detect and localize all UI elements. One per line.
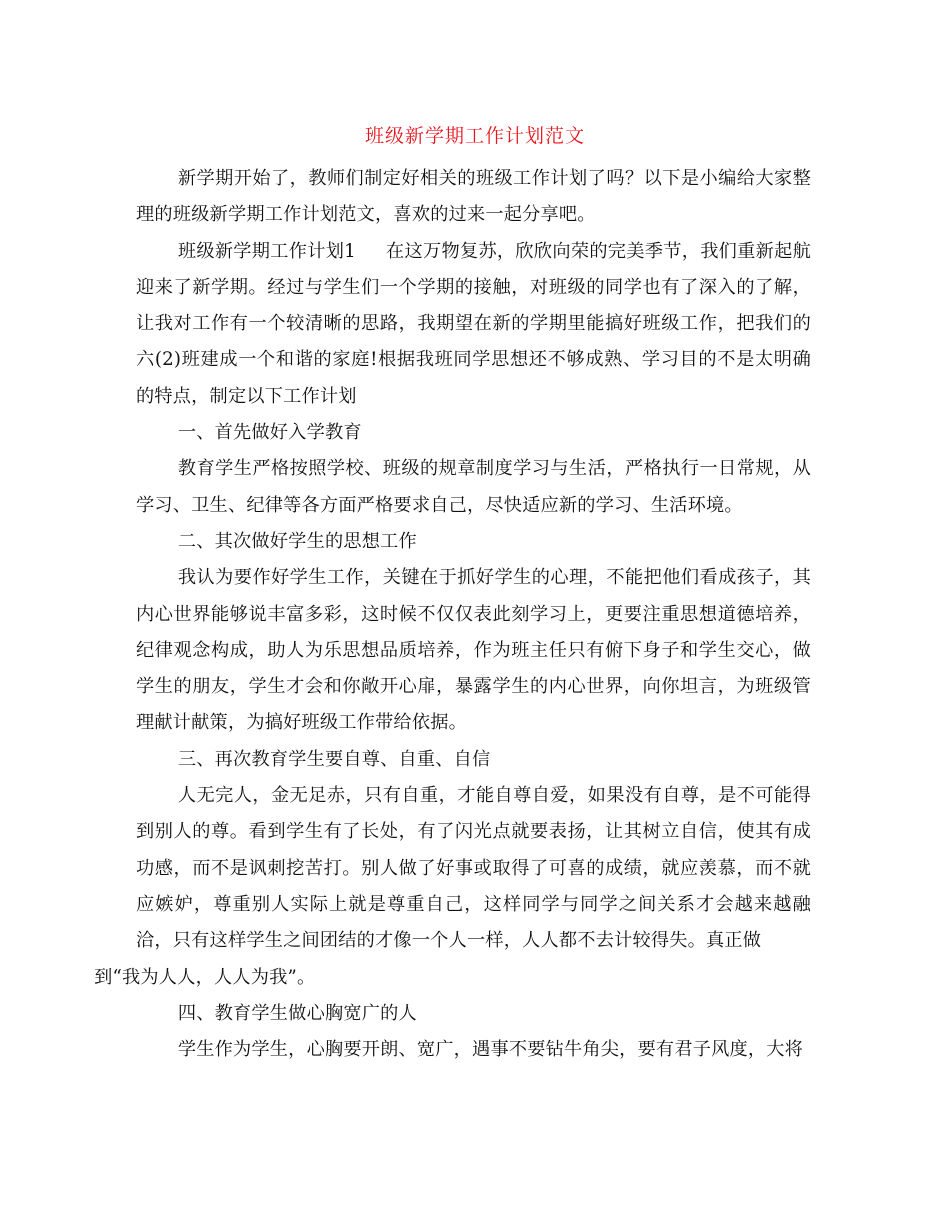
section-3-body xyxy=(94,778,811,996)
plan-paragraph xyxy=(136,234,811,415)
intro-paragraph: 新学期开始了，教师们制定好相关的班级工作计划了吗？以下是小编给大家整理的班级新学期工作计划范文，喜欢的过来一起分享吧。 xyxy=(136,168,811,226)
document-title: 班级新学期工作计划范文 xyxy=(364,125,585,147)
section-4-body: 学生作为学生，心胸要开朗、宽广，遇事不要钻牛角尖，要有君子风度，大将 xyxy=(177,1039,804,1061)
section-4-heading: 四、教育学生做心胸宽广的人 xyxy=(177,1002,417,1024)
section-1-heading: 一、首先做好入学教育 xyxy=(177,422,362,444)
plan-heading: 班级新学期工作计划1 xyxy=(177,240,356,262)
section-3-body-main: 人无完人，金无足赤，只有自重，才能自尊自爱，如果没有自尊，是不可能得到别人的尊。看到学生有了长处，有了闪光点就要表扬，让其树立自信，使其有成功感，而不是讽刺挖苦打。别人做了好事或取得了可喜的成绩，就应羡慕，而不就应嫉妒，尊重别人实际上就是尊重自己，这样同学与同学之间关系才会越来越融洽，只有这样学生之间团结的才像一个人一样，人人都不去计较得失。真正做 xyxy=(136,785,811,952)
plan-body: 在这万物复苏，欣欣向荣的完美季节，我们重新起航迎来了新学期。经过与学生们一个学期的接触，对班级的同学也有了深入的了解，让我对工作有一个较清晰的思路，我期望在新的学期里能搞好班级工作，把我们的六(2)班建成一个和谐的家庭!根据我班同学思想还不够成熟、学习目的不是太明确的特点，制定以下工作计划 xyxy=(136,240,811,407)
section-3-heading: 三、再次教育学生要自尊、自重、自信 xyxy=(177,748,491,770)
section-3-body-end: 到“我为人人，人人为我”。 xyxy=(94,966,316,988)
section-2-heading: 二、其次做好学生的思想工作 xyxy=(177,530,417,552)
document-body xyxy=(94,161,811,1068)
section-1-body: 教育学生严格按照学校、班级的规章制度学习与生活，严格执行一日常规，从学习、卫生、纪律等各方面严格要求自己，尽快适应新的学习、生活环境。 xyxy=(136,458,811,516)
section-2-body: 我认为要作好学生工作，关键在于抓好学生的心理，不能把他们看成孩子，其内心世界能够说丰富多彩，这时候不仅仅表此刻学习上，更要注重思想道德培养，纪律观念构成，助人为乐思想品质培养，作为班主任只有俯下身子和学生交心，做学生的朋友，学生才会和你敞开心扉，暴露学生的内心世界，向你坦言，为班级管理献计献策，为搞好班级工作带给依据。 xyxy=(136,567,811,734)
